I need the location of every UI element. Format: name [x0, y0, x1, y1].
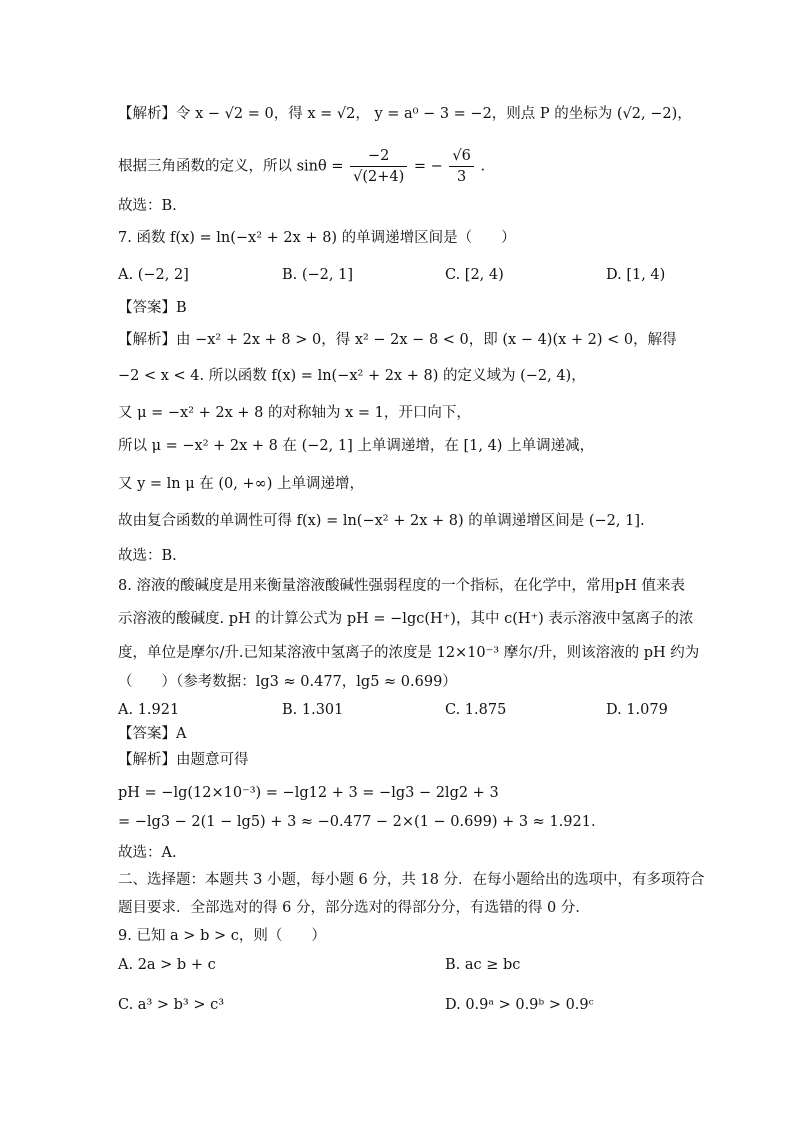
q7-option-d: D. [1, 4)	[606, 267, 666, 283]
q7-option-c: C. [2, 4)	[445, 267, 504, 283]
fraction-2-numerator: √6	[449, 146, 473, 167]
question-8-line2: 示溶液的酸碱度. pH 的计算公式为 pH = −lgc(H⁺)，其中 c(H⁺) 表示溶液中氢离子的浓	[118, 611, 694, 627]
answer-select-q7: 故选：B.	[118, 548, 177, 564]
q8-option-b: B. 1.301	[282, 702, 344, 718]
period: .	[480, 158, 486, 175]
q9-option-b: B. ac ≥ bc	[445, 957, 521, 973]
analysis-q7-line4: 所以 μ = −x² + 2x + 8 在 (−2, 1] 上单调递增，在 [1, 4) 上单调递减，	[118, 438, 595, 454]
fraction-2	[449, 146, 473, 187]
question-8-line4: （ ）（参考数据：lg3 ≈ 0.477，lg5 ≈ 0.699）	[118, 674, 457, 690]
analysis-q7-line6: 故由复合函数的单调性可得 f(x) = ln(−x² + 2x + 8) 的单调递增区间是 (−2, 1].	[118, 513, 645, 529]
analysis-q8-line1: 【解析】由题意可得	[118, 752, 249, 768]
equals-minus: = −	[413, 158, 443, 175]
analysis-q7-line2: −2 < x < 4. 所以函数 f(x) = ln(−x² + 2x + 8) 的定义域为 (−2, 4)，	[118, 368, 586, 384]
question-8-line3: 度，单位是摩尔/升.已知某溶液中氢离子的浓度是 12×10⁻³ 摩尔/升，则该溶液的 pH 约为	[118, 645, 700, 661]
question-9-stem: 9. 已知 a > b > c，则（ ）	[118, 928, 326, 944]
section-2-heading-line1: 二、选择题：本题共 3 小题，每小题 6 分，共 18 分．在每小题给出的选项中，有多项符合	[118, 872, 705, 888]
analysis-q6-line2	[118, 146, 485, 187]
answer-q8: 【答案】A	[118, 726, 187, 742]
question-8-line1: 8. 溶液的酸碱度是用来衡量溶液酸碱性强弱程度的一个指标，在化学中，常用pH 值来表	[118, 578, 685, 594]
q8-option-a: A. 1.921	[118, 702, 180, 718]
q9-option-c: C. a³ > b³ > c³	[118, 997, 225, 1013]
q7-option-a: A. (−2, 2]	[118, 267, 189, 283]
analysis-q7-line1: 【解析】由 −x² + 2x + 8 > 0，得 x² − 2x − 8 < 0，即 (x − 4)(x + 2) < 0，解得	[118, 332, 677, 348]
fraction-1-denominator: √(2+4)	[353, 169, 405, 185]
question-7-stem: 7. 函数 f(x) = ln(−x² + 2x + 8) 的单调递增区间是（ ）	[118, 230, 516, 246]
answer-select-q8: 故选：A.	[118, 845, 177, 861]
fraction-2-denominator: 3	[457, 169, 467, 185]
q7-option-b: B. (−2, 1]	[282, 267, 354, 283]
q8-option-c: C. 1.875	[445, 702, 507, 718]
analysis-q7-line3: 又 μ = −x² + 2x + 8 的对称轴为 x = 1，开口向下，	[118, 405, 471, 421]
q9-option-d: D. 0.9ᵃ > 0.9ᵇ > 0.9ᶜ	[445, 997, 594, 1013]
fraction-1-numerator: −2	[350, 146, 407, 167]
analysis-q8-line2: pH = −lg(12×10⁻³) = −lg12 + 3 = −lg3 − 2lg2 + 3	[118, 785, 499, 801]
fraction-1	[350, 146, 407, 187]
section-2-heading-line2: 题目要求．全部选对的得 6 分，部分选对的得部分分，有选错的得 0 分．	[118, 900, 590, 916]
answer-q7: 【答案】B	[118, 300, 187, 316]
q8-option-d: D. 1.079	[606, 702, 668, 718]
answer-select-q6: 故选：B.	[118, 198, 177, 214]
analysis-q6-line1: 【解析】令 x − √2 = 0，得 x = √2， y = a⁰ − 3 = −2，则点 P 的坐标为 (√2, −2)，	[118, 106, 692, 122]
analysis-q7-line5: 又 y = ln μ 在 (0, +∞) 上单调递增，	[118, 476, 364, 492]
q9-option-a: A. 2a > b + c	[118, 957, 216, 973]
analysis-q8-line3: = −lg3 − 2(1 − lg5) + 3 ≈ −0.477 − 2×(1 − 0.699) + 3 ≈ 1.921.	[118, 814, 596, 830]
analysis-q6-line2-text: 根据三角函数的定义，所以 sinθ =	[118, 158, 344, 175]
